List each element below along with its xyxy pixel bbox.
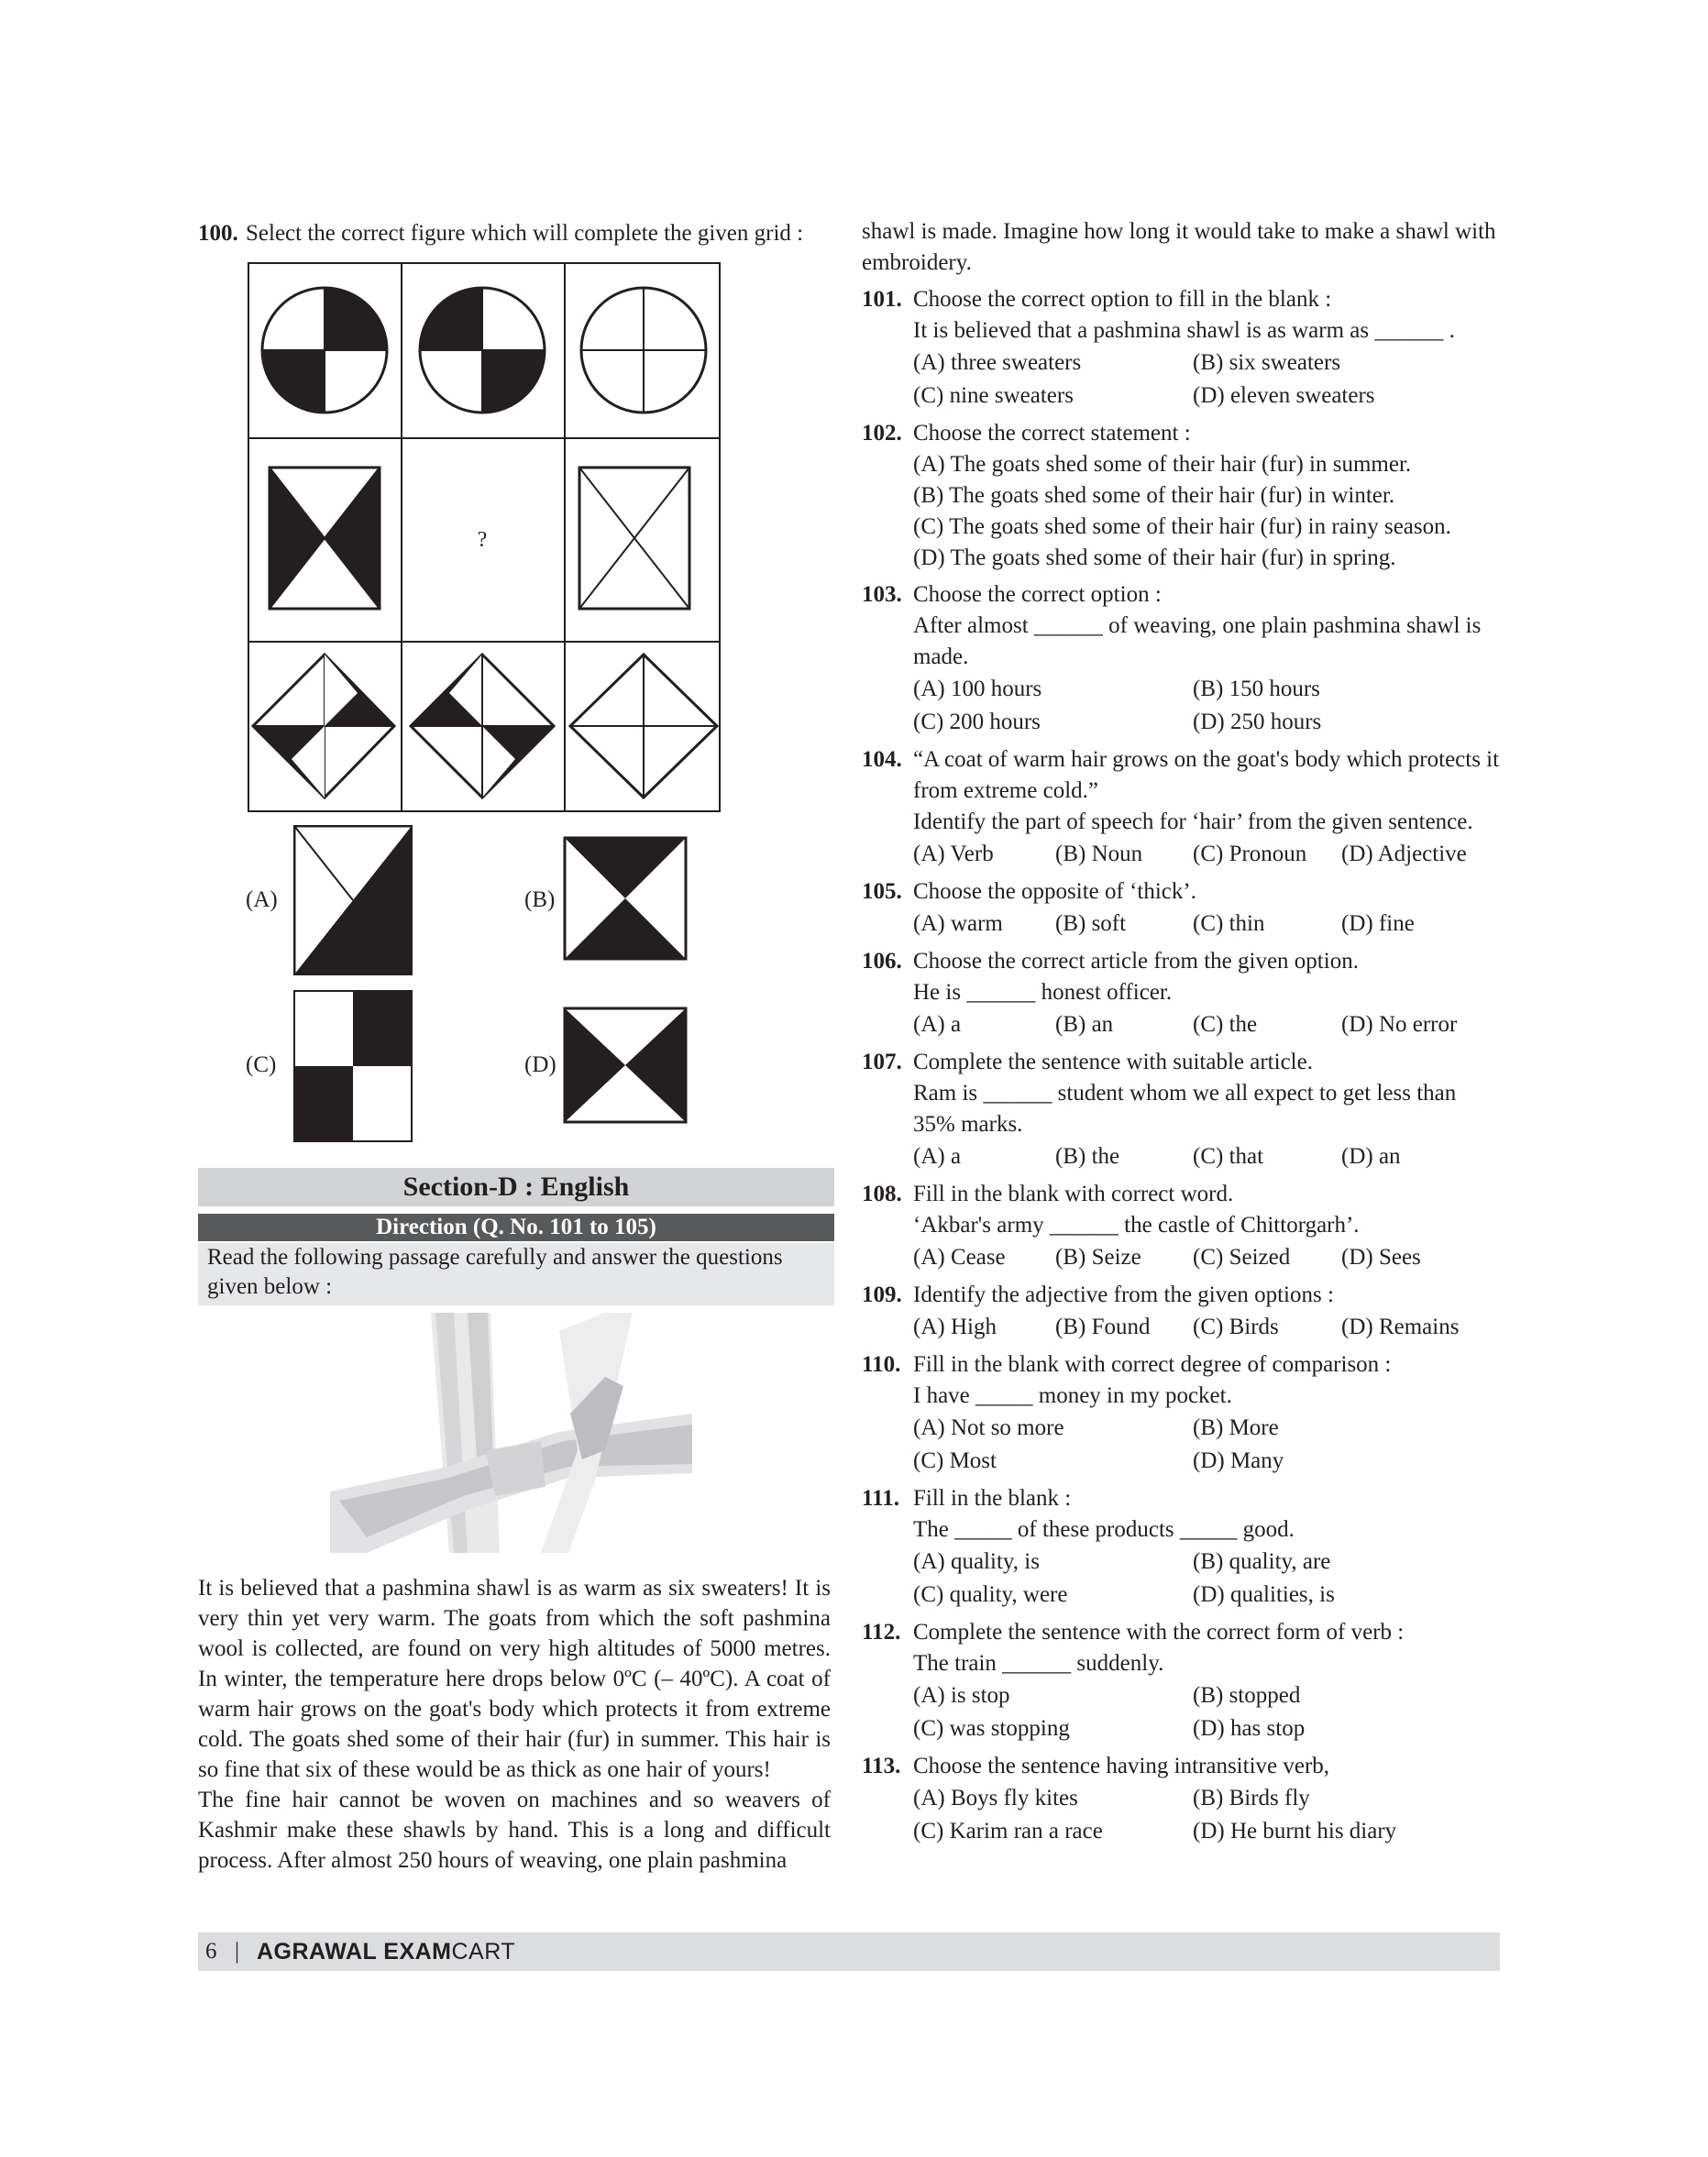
passage-paragraph: The fine hair cannot be woven on machines and so weavers of Kashmir make these shawls by hand. This is a long and difficult process. After almost 250 hours of weaving, one plain pashmina bbox=[198, 1788, 831, 1873]
answer-option: (C) that bbox=[1193, 1144, 1264, 1169]
answer-option: (A) 100 hours bbox=[913, 677, 1042, 701]
answer-options bbox=[913, 449, 1500, 574]
question-sentence: Ram is ______ student whom we all expect to get less than 35% marks. bbox=[913, 1081, 1457, 1137]
question-sentence: ‘Akbar's army ______ the castle of Chittorgarh’. bbox=[913, 1213, 1360, 1238]
question-sentence: The _____ of these products _____ good. bbox=[913, 1517, 1295, 1542]
question-number: 113. bbox=[862, 1754, 901, 1778]
logo-text-thin: CART bbox=[451, 1939, 516, 1964]
question-number: 105. bbox=[862, 879, 902, 904]
question-113 bbox=[862, 1751, 1500, 1848]
answer-option: (C) The goats shed some of their hair (fur) in rainy season. bbox=[913, 514, 1451, 539]
answer-option: (B) Birds fly bbox=[1193, 1786, 1310, 1810]
reading-passage bbox=[198, 1573, 831, 1876]
direction-heading: Direction (Q. No. 101 to 105) bbox=[198, 1214, 834, 1241]
rect-fig-3 bbox=[579, 468, 689, 609]
question-text: “A coat of warm hair grows on the goat's body which protects it from extreme cold.” bbox=[913, 747, 1500, 803]
answer-option: (B) Noun bbox=[1055, 842, 1143, 866]
answer-option: (B) the bbox=[1055, 1144, 1120, 1169]
question-number: 108. bbox=[862, 1182, 902, 1206]
question-110 bbox=[862, 1349, 1500, 1478]
question-text: Select the correct figure which will complete the given grid : bbox=[246, 221, 804, 246]
option-c-label: (C) bbox=[246, 1052, 277, 1077]
answer-option: (A) is stop bbox=[913, 1683, 1010, 1708]
question-text: Complete the sentence with the correct form of verb : bbox=[913, 1620, 1405, 1645]
rect-fig-1 bbox=[270, 468, 380, 609]
question-text: Choose the correct option to fill in the blank : bbox=[913, 287, 1332, 312]
question-sentence: It is believed that a pashmina shawl is as warm as ______ . bbox=[913, 318, 1455, 343]
answer-option: (D) No error bbox=[1341, 1012, 1458, 1037]
answer-options bbox=[913, 347, 1500, 413]
question-text: Choose the sentence having intransitive verb, bbox=[913, 1754, 1330, 1778]
question-text: Fill in the blank : bbox=[913, 1486, 1072, 1511]
answer-options bbox=[913, 838, 1500, 871]
question-105 bbox=[862, 876, 1500, 941]
question-list bbox=[862, 284, 1500, 1848]
answer-option: (C) Pronoun bbox=[1193, 842, 1307, 866]
question-number: 111. bbox=[862, 1486, 899, 1511]
answer-option: (D) qualities, is bbox=[1193, 1582, 1335, 1607]
question-sentence: Identify the part of speech for ‘hair’ from the given sentence. bbox=[913, 809, 1473, 834]
answer-option: (A) Boys fly kites bbox=[913, 1786, 1078, 1810]
diamond-fig-3 bbox=[570, 655, 717, 798]
answer-option: (C) Seized bbox=[1193, 1245, 1291, 1270]
question-text: Choose the correct article from the given option. bbox=[913, 949, 1359, 974]
answer-option: (A) a bbox=[913, 1012, 962, 1037]
question-text: Choose the opposite of ‘thick’. bbox=[913, 879, 1196, 904]
question-text: Choose the correct statement : bbox=[913, 421, 1191, 446]
answer-option: (A) three sweaters bbox=[913, 350, 1082, 375]
answer-option: (A) a bbox=[913, 1144, 962, 1169]
answer-options bbox=[913, 1008, 1500, 1041]
question-number: 100. bbox=[198, 221, 238, 246]
logo-text-bold: AGRAWAL bbox=[257, 1939, 384, 1964]
option-d-figure bbox=[563, 1007, 688, 1124]
answer-option: (C) 200 hours bbox=[913, 710, 1041, 734]
answer-option: (A) Not so more bbox=[913, 1415, 1064, 1440]
grid-figure bbox=[248, 262, 721, 812]
direction-text: Read the following passage carefully and answer the questions given below : bbox=[198, 1243, 834, 1305]
question-108 bbox=[862, 1179, 1500, 1274]
question-number: 107. bbox=[862, 1050, 902, 1074]
shawl-image bbox=[330, 1313, 692, 1553]
question-112 bbox=[862, 1617, 1500, 1745]
answer-option: (B) soft bbox=[1055, 911, 1127, 936]
missing-mark: ? bbox=[477, 528, 488, 552]
question-111 bbox=[862, 1483, 1500, 1612]
answer-option: (B) 150 hours bbox=[1193, 677, 1320, 701]
answer-option: (D) He burnt his diary bbox=[1193, 1819, 1397, 1843]
page-footer bbox=[198, 1932, 1500, 1971]
answer-option: (C) Birds bbox=[1193, 1315, 1279, 1339]
option-a-figure bbox=[293, 825, 413, 975]
question-number: 101. bbox=[862, 287, 902, 312]
answer-options bbox=[913, 908, 1500, 941]
question-number: 103. bbox=[862, 582, 902, 607]
passage-continuation: shawl is made. Imagine how long it would take to make a shawl with embroidery. bbox=[862, 219, 1496, 275]
answer-option: (C) quality, were bbox=[913, 1582, 1068, 1607]
answer-option: (D) Sees bbox=[1341, 1245, 1421, 1270]
option-a-label: (A) bbox=[246, 887, 278, 912]
answer-options bbox=[913, 1311, 1500, 1344]
answer-option: (B) More bbox=[1193, 1415, 1279, 1440]
answer-option: (B) quality, are bbox=[1193, 1549, 1331, 1574]
answer-option: (C) nine sweaters bbox=[913, 383, 1074, 408]
answer-options bbox=[913, 673, 1500, 739]
question-text: Choose the correct option : bbox=[913, 582, 1162, 607]
question-number: 104. bbox=[862, 747, 902, 772]
option-b-figure bbox=[563, 836, 688, 961]
answer-option: (A) Verb bbox=[913, 842, 994, 866]
logo-text-mid: EXAM bbox=[383, 1939, 452, 1964]
question-sentence: I have _____ money in my pocket. bbox=[913, 1383, 1232, 1408]
option-b-label: (B) bbox=[524, 887, 556, 912]
question-text: Identify the adjective from the given options : bbox=[913, 1282, 1334, 1307]
answer-option: (D) Adjective bbox=[1341, 842, 1467, 866]
page-number: 6 bbox=[205, 1939, 217, 1964]
question-number: 110. bbox=[862, 1352, 901, 1377]
circle-fig-1 bbox=[262, 288, 387, 413]
question-text: Complete the sentence with suitable article. bbox=[913, 1050, 1313, 1074]
answer-option: (D) an bbox=[1341, 1144, 1401, 1169]
question-107 bbox=[862, 1047, 1500, 1173]
section-title: Section-D : English bbox=[198, 1168, 834, 1206]
answer-option: (C) thin bbox=[1193, 911, 1265, 936]
answer-options bbox=[913, 1546, 1500, 1612]
answer-option: (B) six sweaters bbox=[1193, 350, 1341, 375]
answer-option: (C) the bbox=[1193, 1012, 1258, 1037]
question-number: 102. bbox=[862, 421, 902, 446]
question-sentence: After almost ______ of weaving, one plain pashmina shawl is made. bbox=[913, 613, 1482, 669]
circle-fig-3 bbox=[581, 288, 706, 413]
answer-options bbox=[913, 1412, 1500, 1478]
question-text: Fill in the blank with correct word. bbox=[913, 1182, 1234, 1206]
question-104 bbox=[862, 744, 1500, 871]
question-number: 112. bbox=[862, 1620, 901, 1645]
option-d-label: (D) bbox=[524, 1052, 556, 1077]
answer-option: (D) has stop bbox=[1193, 1716, 1306, 1741]
answer-option: (B) Found bbox=[1055, 1315, 1151, 1339]
question-text: Fill in the blank with correct degree of comparison : bbox=[913, 1352, 1392, 1377]
answer-option: (D) Many bbox=[1193, 1448, 1284, 1473]
answer-option: (D) 250 hours bbox=[1193, 710, 1322, 734]
answer-option: (C) was stopping bbox=[913, 1716, 1070, 1741]
answer-option: (B) Seize bbox=[1055, 1245, 1141, 1270]
right-column bbox=[862, 216, 1500, 1848]
question-106 bbox=[862, 946, 1500, 1041]
question-103 bbox=[862, 579, 1500, 739]
question-sentence: He is ______ honest officer. bbox=[913, 980, 1173, 1005]
answer-options bbox=[913, 1679, 1500, 1745]
diamond-fig-1 bbox=[253, 655, 394, 798]
option-c-figure bbox=[293, 990, 413, 1142]
answer-options bbox=[913, 1782, 1500, 1848]
figure-grid bbox=[248, 262, 721, 812]
answer-option: (D) The goats shed some of their hair (fur) in spring. bbox=[913, 545, 1396, 570]
question-number: 109. bbox=[862, 1282, 902, 1307]
answer-option: (B) The goats shed some of their hair (fur) in winter. bbox=[913, 483, 1395, 508]
passage-paragraph: It is believed that a pashmina shawl is as warm as six sweaters! It is very thin yet very warm. The goats from which the soft pashmina wool is collected, are found on very high altitudes of 5000 metres. In winter, the temperature here drops below 0ºC (– 40ºC). A coat of warm hair grows on the goat's body which protects it from extreme cold. The goats shed some of their hair (fur) in summer. This hair is so fine that six of these would be as thick as one hair of yours! bbox=[198, 1576, 831, 1782]
publisher-logo bbox=[257, 1932, 515, 1971]
answer-options bbox=[913, 1241, 1500, 1274]
answer-option: (A) warm bbox=[913, 911, 1003, 936]
answer-option: (D) fine bbox=[1341, 911, 1415, 936]
answer-option: (B) an bbox=[1055, 1012, 1114, 1037]
question-100 bbox=[198, 218, 840, 249]
question-sentence: The train ______ suddenly. bbox=[913, 1651, 1164, 1676]
answer-option: (C) Karim ran a race bbox=[913, 1819, 1103, 1843]
answer-option: (D) Remains bbox=[1341, 1315, 1460, 1339]
answer-option: (A) High bbox=[913, 1315, 997, 1339]
answer-option: (A) quality, is bbox=[913, 1549, 1040, 1574]
answer-options bbox=[913, 1140, 1500, 1173]
answer-option: (D) eleven sweaters bbox=[1193, 383, 1375, 408]
question-101 bbox=[862, 284, 1500, 413]
answer-option: (C) Most bbox=[913, 1448, 997, 1473]
question-109 bbox=[862, 1280, 1500, 1344]
answer-option: (B) stopped bbox=[1193, 1683, 1301, 1708]
answer-option: (A) The goats shed some of their hair (fur) in summer. bbox=[913, 452, 1412, 477]
answer-option: (A) Cease bbox=[913, 1245, 1006, 1270]
circle-fig-2 bbox=[420, 288, 545, 413]
question-102 bbox=[862, 418, 1500, 574]
diamond-fig-2 bbox=[411, 655, 554, 798]
question-number: 106. bbox=[862, 949, 902, 974]
footer-separator: | bbox=[235, 1939, 240, 1964]
